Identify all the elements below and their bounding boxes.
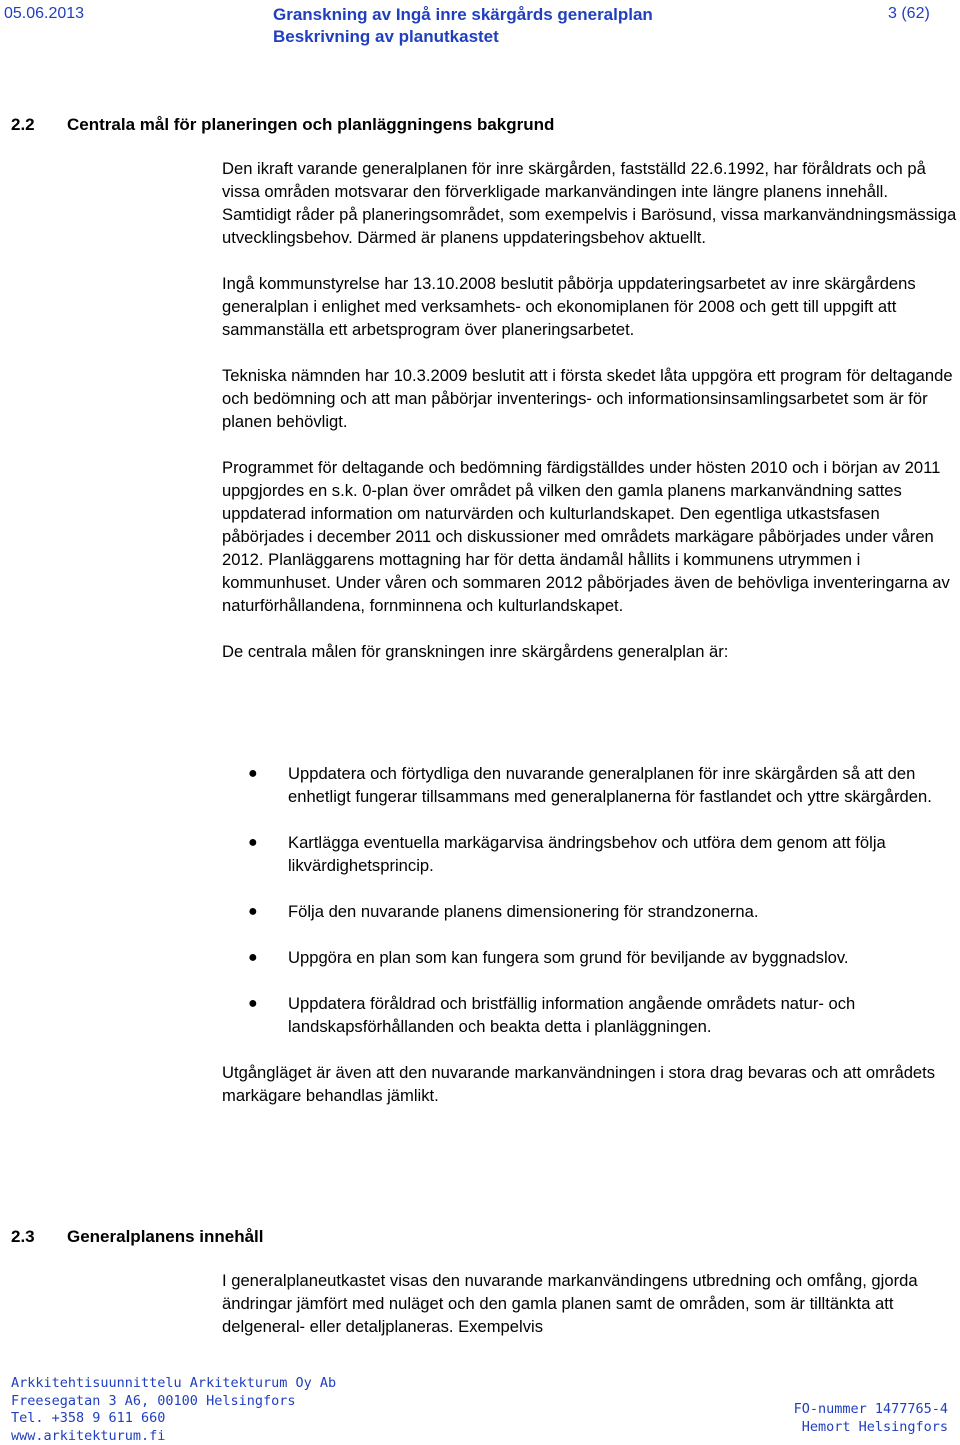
bullet-icon: ● xyxy=(248,765,258,782)
list-item xyxy=(222,831,957,877)
footer-home: Hemort Helsingfors xyxy=(801,1418,948,1435)
section-number: 2.3 xyxy=(11,1227,35,1246)
paragraph: De centrala målen för granskningen inre skärgårdens generalplan är: xyxy=(222,642,729,661)
section-2-2-body xyxy=(222,157,957,686)
paragraph: Programmet för deltagande och bedömning färdigställdes under hösten 2010 och i början av 2011 uppgjordes en s.k. 0-plan över området på vilken den gamla planens markanvändning sattes uppdaterad information om naturvärden och kulturlandskapet. Den egentliga utkastsfasen påbörjades i december 2011 och diskussioner med områdets markägare påbörjades under våren 2012. Planläggarens mottagning har för detta ändamål hållits i kommunens utrymmen i kommunhuset. Under våren och sommaren 2012 påbörjades även de behövliga inventeringarna av naturförhållandena, fornminnena och kulturlandskapet. xyxy=(222,458,950,615)
bullet-icon: ● xyxy=(248,834,258,851)
footer-company-info xyxy=(11,1375,336,1445)
footer-company: Arkkitehtisuunnittelu Arkitekturum Oy Ab xyxy=(11,1375,337,1391)
bullet-icon: ● xyxy=(248,995,258,1012)
list-item-text: Kartlägga eventuella markägarvisa ändringsbehov och utföra dem genom att följa likvärdighetsprincip. xyxy=(288,833,886,875)
header-title xyxy=(273,4,653,48)
goals-list xyxy=(222,762,957,1038)
section-2-2-heading xyxy=(11,115,554,135)
list-item xyxy=(222,762,957,808)
header-title-line2: Beskrivning av planutkastet xyxy=(273,27,499,46)
section-number: 2.2 xyxy=(11,115,35,134)
footer-address: Freesegatan 3 A6, 00100 Helsingfors xyxy=(11,1392,296,1409)
header-title-line1: Granskning av Ingå inre skärgårds generalplan xyxy=(273,5,653,24)
list-item xyxy=(222,946,957,969)
list-item xyxy=(222,992,957,1038)
goals-list-block xyxy=(222,762,957,1107)
footer-phone: Tel. +358 9 611 660 xyxy=(11,1410,166,1426)
section-title: Generalplanens innehåll xyxy=(67,1227,264,1246)
page-number: 3 (62) xyxy=(888,5,930,22)
list-item xyxy=(222,900,957,923)
paragraph: Den ikraft varande generalplanen för inre skärgården, fastställd 22.6.1992, har föråldrats och på vissa områden motsvarar den förverkligade markanvändingen inte längre planens innehåll. Samtidigt råder på planeringsområdet, som exempelvis i Barösund, vissa markanvändningsmässiga utvecklingsbehov. Därmed är planens uppdateringsbehov aktuellt. xyxy=(222,159,957,247)
section-2-3-body xyxy=(222,1269,957,1338)
paragraph: Ingå kommunstyrelse har 13.10.2008 beslutit påbörja uppdateringsarbetet av inre skärgårdens generalplan i enlighet med verksamhets- och ekonomiplanen för 2008 och gett till uppgift att sammanställa ett arbetsprogram över planeringsarbetet. xyxy=(222,274,916,339)
bullet-icon: ● xyxy=(248,903,258,920)
list-item-text: Följa den nuvarande planens dimensionering för strandzonerna. xyxy=(288,902,759,921)
footer-fo-number: FO-nummer 1477765-4 xyxy=(793,1401,948,1417)
section-title: Centrala mål för planeringen och planläggningens bakgrund xyxy=(67,115,555,134)
paragraph: Tekniska nämnden har 10.3.2009 beslutit att i första skedet låta uppgöra ett program för deltagande och bedömning och att man påbörjar inventerings- och informationsinsamlingsarbetet som är för planen behövligt. xyxy=(222,366,953,431)
footer-registration xyxy=(772,1401,948,1436)
list-item-text: Uppdatera och förtydliga den nuvarande generalplanen för inre skärgården så att den enhetligt fungerar tillsammans med generalplanerna för fastlandet och yttre skärgården. xyxy=(288,764,932,806)
section-2-3-heading xyxy=(11,1227,264,1247)
header-date: 05.06.2013 xyxy=(4,5,85,22)
paragraph: I generalplaneutkastet visas den nuvarande markanvändingens utbredning och omfång, gjorda ändringar jämfört med nuläget och den gamla planen samt de områden, som är tilltänkta att delgeneral- eller detaljplaneras. Exempelvis xyxy=(222,1271,918,1336)
paragraph: Utgångläget är även att den nuvarande markanvändningen i stora drag bevaras och att områdets markägare behandlas jämlikt. xyxy=(222,1063,936,1105)
footer-website: www.arkitekturum.fi xyxy=(11,1427,166,1444)
bullet-icon: ● xyxy=(248,949,258,966)
list-item-text: Uppdatera föråldrad och bristfällig information angående områdets natur- och landskapsförhållanden och beakta detta i planläggningen. xyxy=(288,994,856,1036)
list-item-text: Uppgöra en plan som kan fungera som grund för beviljande av byggnadslov. xyxy=(288,948,849,967)
